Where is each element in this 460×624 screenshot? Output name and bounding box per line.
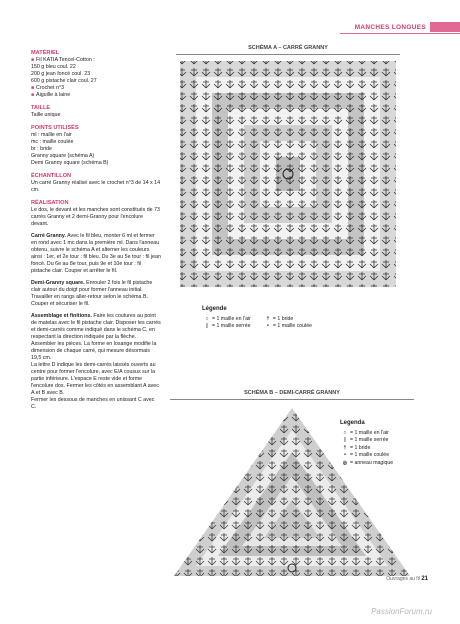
schema-a <box>176 45 400 300</box>
schema-b-title: SCHÉMA B – DEMI-CARRÉ GRANNY <box>170 390 414 400</box>
echantillon-text: Un carré Granny réalisé avec le crochet n°3 de 14 x 14 cm. <box>31 180 161 193</box>
materiel-line: ■ Aiguille à laine <box>31 92 71 98</box>
points-line: br : bride <box>31 146 52 152</box>
materiel-line: 600 g pistache clair coul. 27 <box>31 78 97 84</box>
assemblage-line: Assembler les pièces. La forme en losange modifie la dimension de chaque carré, qui mesure désormais 19,5 cm. <box>31 341 157 361</box>
header-rule <box>340 33 460 34</box>
legend-row-dc: † = 1 bride <box>266 315 294 322</box>
watermark: PassionForum.ru <box>371 607 432 616</box>
materiel-line: ■ Fil KATIA Tencel-Cotton : <box>31 57 95 63</box>
assemblage-paragraph: Assemblage et finitions. Faire les coutures au point de matelas avec le fil pistache clair. Disposer les carrés et demi-carrés comme indiqué dans le schéma C, en respectant la direction indiquée par la flèche. <box>31 313 161 340</box>
legend-title: Legenda <box>340 420 365 426</box>
points-heading: POINTS UTILISÉS <box>31 125 79 131</box>
section-tab <box>430 22 460 32</box>
legend-row-sc: | = 1 maille serrée <box>344 437 389 443</box>
realisation-intro: Le dos, le devant et les manches sont constitués de 73 carrés Granny et 2 demi-Granny pour l'encolure devant. <box>31 207 160 227</box>
assemblage-line: Fermer les dessous de manches en unissant C avec C. <box>31 397 155 410</box>
echantillon-heading: ÉCHANTILLON <box>31 173 72 179</box>
legend-row-slip: • = 1 maille coulée <box>344 452 390 458</box>
header-bar <box>0 0 460 40</box>
points-line: ml : maille en l'air <box>31 132 72 138</box>
legend-row-magic-ring: ◎ = anneau magique <box>342 459 394 466</box>
footer-brand: Ouvrages au fil <box>386 576 420 582</box>
page-footer <box>386 576 428 582</box>
bullet-icon: ■ <box>31 57 35 63</box>
taille-heading: TAILLE <box>31 105 51 111</box>
legend-row-chain: ○ = 1 maille en l'air <box>343 429 389 436</box>
points-line: mc : maille coulée <box>31 139 74 145</box>
instructions-column <box>31 44 161 411</box>
materiel-heading: MATÉRIEL <box>31 50 60 56</box>
taille-text: Taille unique <box>31 112 61 118</box>
demi-paragraph: Demi-Granny square. Enrouler 2 fois le fil pistache clair autour du doigt pour former l'anneau initial. Travailler en rangs aller-retour selon le schéma B. Couper et sécuriser le fil. <box>31 280 153 307</box>
carre-paragraph: Carré Granny. Avec le fil bleu, monter 6 ml et fermer en rond avec 1 mc dans la première ml. Dans l'anneau obtenu, suivre le schéma A et alterner les couleurs ainsi : 1er, et 2e tour : fil bleu. Du 3e au 5e tour : fil jean foncé. Du 6e au 8e tour, puis 9e et 10e tour : fil pistache clair. Couper et arrêter le fil. <box>31 233 161 274</box>
materiel-line: 150 g bleu coul. 22 <box>31 64 76 70</box>
legend-row-dc: † = 1 bride <box>343 444 371 451</box>
section-title: MANCHES LONGUES <box>354 24 426 31</box>
granny-square-diagram <box>176 55 400 295</box>
materiel-line: 200 g jean foncé coul. 23 <box>31 71 91 77</box>
realisation-heading: RÉALISATION <box>31 200 69 206</box>
points-line: Demi Granny square (schéma B) <box>31 160 109 166</box>
assemblage-line: La lettre D indique les demi-carrés laissés ouverts au centre pour former l'encolure, avec E/A cousus sur la partie inférieure. L'espace E reste vide et forme l'encolure dos. Fermer les côtés en assemblant A avec A et B avec B. <box>31 362 159 396</box>
schema-a-legend <box>202 306 312 331</box>
legend-row-chain: ○ = 1 maille en l'air <box>205 315 251 322</box>
legend-title: Légende <box>202 306 227 312</box>
schema-a-title: SCHÉMA A – CARRÉ GRANNY <box>176 45 400 55</box>
legend-row-slip: • = 1 maille coulée <box>266 323 312 329</box>
bullet-icon: ■ <box>31 85 35 91</box>
points-line: Granny square (schéma A) <box>31 153 95 159</box>
schema-b-legend <box>340 420 393 467</box>
legend-row-sc: | = 1 maille serrée <box>206 323 251 329</box>
bullet-icon: ■ <box>31 92 35 98</box>
materiel-line: ■ Crochet n°3 <box>31 85 65 91</box>
page-number: 21 <box>421 576 428 582</box>
